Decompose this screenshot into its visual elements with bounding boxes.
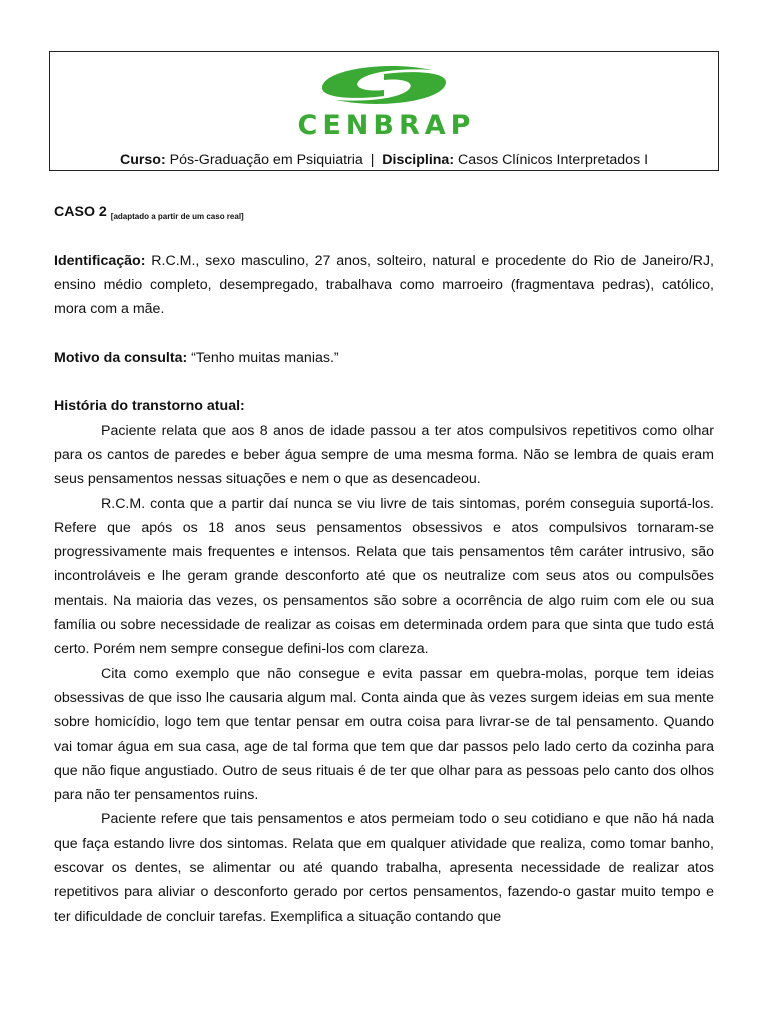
separator: | xyxy=(370,152,375,168)
document-body xyxy=(54,200,714,929)
document-header xyxy=(49,51,719,171)
identification-paragraph xyxy=(54,249,714,322)
cenbrap-swoosh-icon xyxy=(314,62,454,108)
history-paragraph: R.C.M. conta que a partir daí nunca se viu livre de tais sintomas, porém conseguia suportá-los. Refere que após os 18 anos seus pensamentos obsessivos e atos compulsivos tornaram-se progressivamente mais frequentes e intensos. Relata que tais pensamentos têm caráter intrusivo, são incontroláveis e lhe geram grande desconforto até que os neutralize com seus atos ou compulsões mentais. Na maioria das vezes, os pensamentos são sobre a ocorrência de algo ruim com ele ou sua família ou sobre necessidade de realizar as coisas em determinada ordem para que sinta que tudo está certo. Porém nem sempre consegue defini-los com clareza. xyxy=(54,495,714,658)
case-note: [adaptado a partir de um caso real] xyxy=(110,212,244,221)
cenbrap-logo xyxy=(50,62,718,141)
identification-label: Identificação: xyxy=(54,252,146,269)
discipline-value: Casos Clínicos Interpretados I xyxy=(458,152,649,168)
reason-paragraph xyxy=(54,346,714,370)
case-title: CASO 2 xyxy=(54,204,107,220)
course-line xyxy=(50,152,718,168)
course-value: Pós-Graduação em Psiquiatria xyxy=(169,152,363,168)
history-label: História do transtorno atual: xyxy=(54,398,245,415)
course-label: Curso: xyxy=(119,152,166,168)
reason-label: Motivo da consulta: xyxy=(54,349,188,366)
reason-text: “Tenho muitas manias.” xyxy=(191,349,339,366)
case-heading xyxy=(54,200,714,224)
discipline-label: Disciplina: xyxy=(382,152,455,168)
history-paragraph: Paciente relata que aos 8 anos de idade passou a ter atos compulsivos repetitivos como olhar para os cantos de paredes e beber água sempre de uma mesma forma. Não se lembra de quais eram seus pensamentos nessas situações e nem o que as desencadeou. xyxy=(54,422,714,488)
identification-text: R.C.M., sexo masculino, 27 anos, solteiro, natural e procedente do Rio de Janeiro/RJ, ensino médio completo, desempregado, trabalhava como marroeiro (fragmentava pedras), católico, mora com a mãe. xyxy=(54,252,714,318)
logo-text: CENBRAP xyxy=(297,110,476,141)
history-paragraph: Cita como exemplo que não consegue e evita passar em quebra-molas, porque tem ideias obsessivas de que isso lhe causaria algum mal. Conta ainda que às vezes surgem ideias em sua mente sobre homicídio, logo tem que tentar pensar em outra coisa para livrar-se de tal pensamento. Quando vai tomar água em sua casa, age de tal forma que tem que dar passos pelo lado certo da cozinha para que não fique angustiado. Outro de seus rituais é de ter que olhar para as pessoas pelo canto dos olhos para não ter pensamentos ruins. xyxy=(54,665,714,804)
history-paragraph: Paciente refere que tais pensamentos e atos permeiam todo o seu cotidiano e que não há nada que faça estando livre dos sintomas. Relata que em qualquer atividade que realiza, como tomar banho, escovar os dentes, se alimentar ou até quando trabalha, apresenta necessidade de realizar atos repetitivos para aliviar o desconforto gerado por certos pensamentos, fazendo-o gastar muito tempo e ter dificuldade de concluir tarefas. Exemplifica a situação contando que xyxy=(54,811,714,925)
